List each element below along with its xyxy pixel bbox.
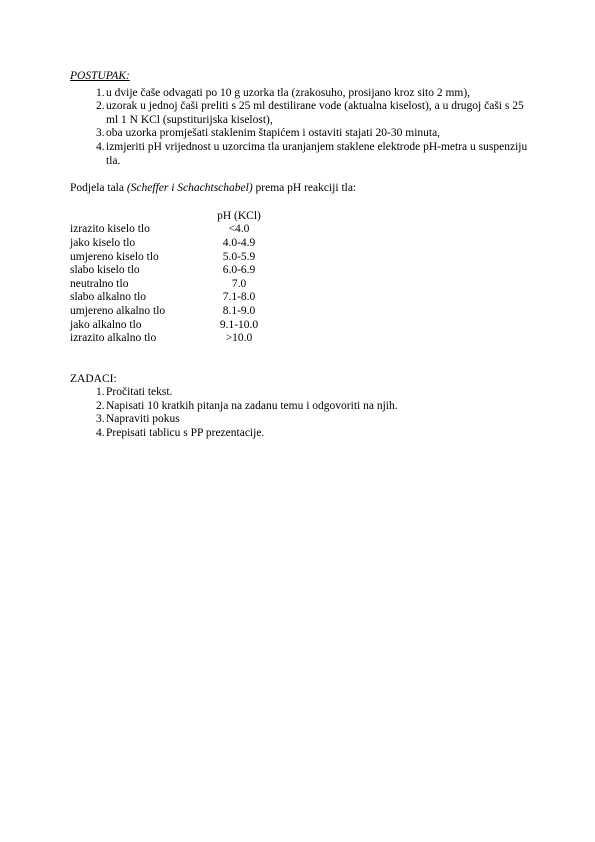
- postupak-step: 1 . u dvije čaše odvagati po 10 g uzorka tla (zrakosuho, prosijano kroz sito 2 mm),: [70, 87, 530, 101]
- table-header-row: [70, 210, 530, 224]
- ph-range-value: 5.0-5.9: [222, 250, 256, 263]
- ph-column-header: pH (KCl): [217, 209, 261, 222]
- postupak-step: 4 . izmjeriti pH vrijednost u uzorcima tla uranjanjem staklene elektrode pH-metra u suspenziju tla.: [70, 141, 530, 168]
- document-page: [70, 70, 530, 441]
- ph-range-value: <4.0: [228, 223, 250, 236]
- table-row: [70, 319, 530, 333]
- zadaci-item: 2 . Napisati 10 kratkih pitanja na zadanu temu i odgovoriti na njih.: [70, 400, 530, 414]
- ph-range-value: 7.0: [231, 277, 247, 290]
- zadaci-item-text: Prepisati tablicu s PP prezentacije.: [106, 427, 265, 440]
- ph-range-value: >10.0: [225, 332, 253, 345]
- ph-range-value: 4.0-4.9: [222, 236, 256, 249]
- postupak-step-text: oba uzorka promješati staklenim štapićem i ostaviti stajati 20-30 minuta,: [106, 127, 441, 140]
- table-row: [70, 223, 530, 237]
- soil-class-label: jako alkalno tlo: [70, 318, 142, 331]
- ph-range-value: 8.1-9.0: [222, 304, 256, 317]
- table-row: [70, 237, 530, 251]
- ph-range-value: 9.1-10.0: [219, 318, 259, 331]
- classification-intro: Podjela tala (Scheffer i Schachtschabel) prema pH reakciji tla:: [70, 182, 357, 195]
- soil-class-label: neutralno tlo: [70, 277, 129, 290]
- zadaci-item-text: Napraviti pokus: [106, 413, 180, 426]
- postupak-step-text: uzorak u jednoj čaši preliti s 25 ml destilirane vode (aktualna kiselost), a u drugoj čaši s 25 ml 1 N KCl (supstiturijska kiselost),: [106, 100, 524, 126]
- postupak-step-text: u dvije čaše odvagati po 10 g uzorka tla (zrakosuho, prosijano kroz sito 2 mm),: [106, 86, 471, 99]
- soil-class-label: jako kiselo tlo: [70, 236, 136, 249]
- table-row: [70, 251, 530, 265]
- table-row: [70, 291, 530, 305]
- table-row: [70, 305, 530, 319]
- zadaci-item: 4 . Prepisati tablicu s PP prezentacije.: [70, 427, 530, 441]
- zadaci-section: [70, 373, 530, 441]
- postupak-step: 2 . uzorak u jednoj čaši preliti s 25 ml destilirane vode (aktualna kiselost), a u drugoj čaši s 25 ml 1 N KCl (supstiturijska kiselost),: [70, 100, 530, 127]
- postupak-step: 3 . oba uzorka promješati staklenim štapićem i ostaviti stajati 20-30 minuta,: [70, 127, 530, 141]
- postupak-step-text: izmjeriti pH vrijednost u uzorcima tla uranjanjem staklene elektrode pH-metra u suspenziju tla.: [106, 140, 528, 167]
- postupak-heading: POSTUPAK:: [70, 70, 130, 82]
- soil-class-label: umjereno kiselo tlo: [70, 250, 159, 263]
- zadaci-heading: ZADACI:: [70, 372, 117, 385]
- zadaci-item-text: Pročitati tekst.: [106, 386, 173, 399]
- postupak-steps: [70, 87, 530, 169]
- table-row: [70, 264, 530, 278]
- zadaci-item: 1 . Pročitati tekst.: [70, 386, 530, 400]
- zadaci-item: 3 . Napraviti pokus: [70, 413, 530, 427]
- soil-class-label: umjereno alkalno tlo: [70, 304, 166, 317]
- classification-authors: (Scheffer i Schachtschabel): [126, 182, 253, 195]
- ph-range-value: 6.0-6.9: [222, 264, 256, 277]
- soil-class-label: izrazito kiselo tlo: [70, 223, 150, 236]
- soil-class-label: slabo alkalno tlo: [70, 291, 147, 304]
- ph-range-value: 7.1-8.0: [222, 291, 256, 304]
- soil-class-label: slabo kiselo tlo: [70, 264, 140, 277]
- table-row: [70, 278, 530, 292]
- zadaci-item-text: Napisati 10 kratkih pitanja na zadanu temu i odgovoriti na njih.: [106, 399, 398, 412]
- ph-classification-table: [70, 210, 530, 346]
- table-row: [70, 332, 530, 346]
- soil-class-label: izrazito alkalno tlo: [70, 332, 157, 345]
- zadaci-list: [70, 386, 530, 440]
